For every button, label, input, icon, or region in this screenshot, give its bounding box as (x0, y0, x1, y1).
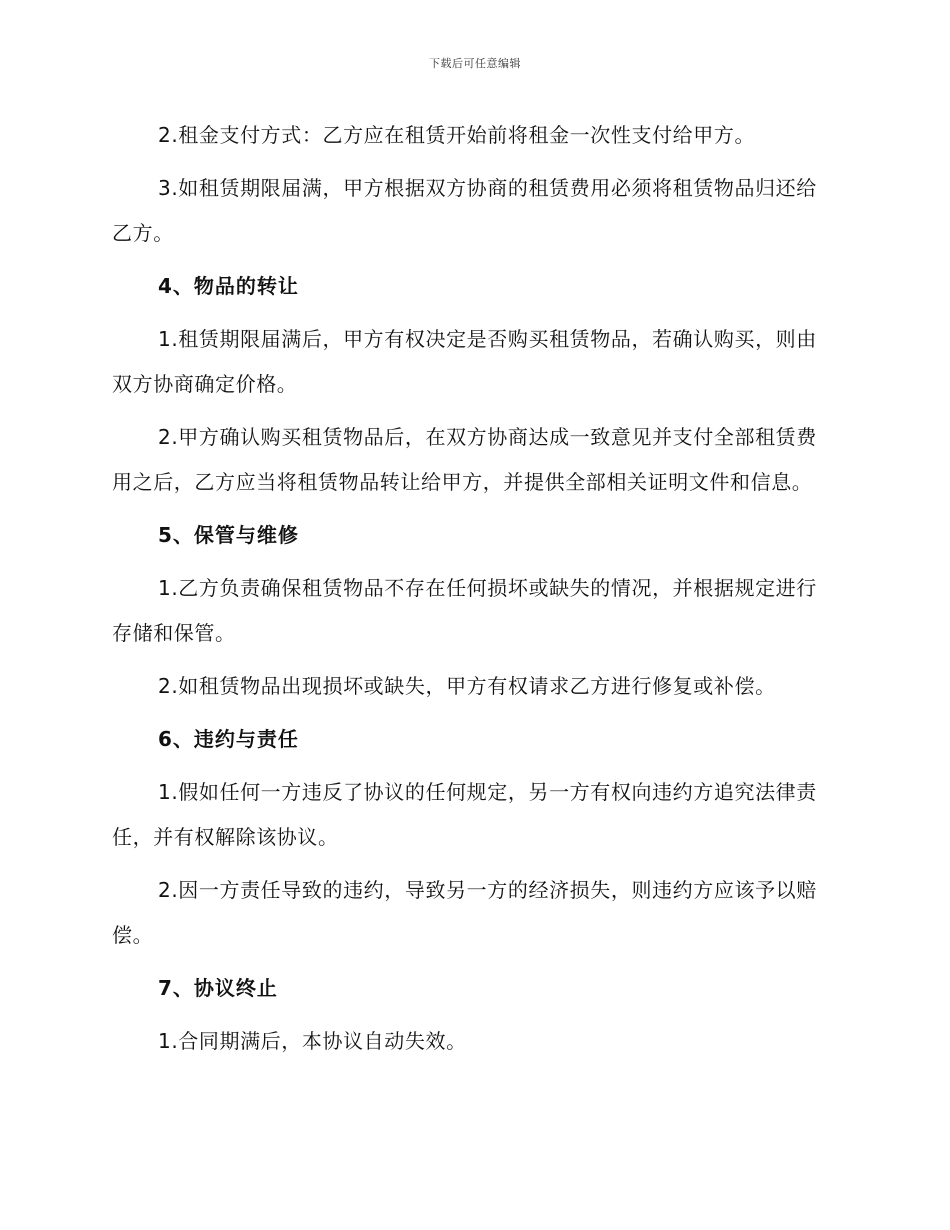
section-heading: 7、协议终止 (158, 976, 278, 1000)
paragraph: 3.如租赁期限届满，甲方根据双方协商的租赁费用必须将租赁物品归还给乙方。 (112, 176, 817, 245)
section-heading: 6、违约与责任 (158, 727, 299, 751)
paragraph: 2.甲方确认购买租赁物品后，在双方协商达成一致意见并支付全部租赁费用之后，乙方应当将租赁物品转让给甲方，并提供全部相关证明文件和信息。 (112, 425, 817, 494)
paragraph: 1.假如任何一方违反了协议的任何规定，另一方有权向违约方追究法律责任，并有权解除该协议。 (112, 780, 817, 849)
section-heading: 5、保管与维修 (158, 523, 299, 547)
section-heading: 4、物品的转让 (158, 274, 299, 298)
paragraph: 1.合同期满后，本协议自动失效。 (158, 1029, 467, 1053)
document-body (112, 113, 832, 1064)
paragraph: 2.因一方责任导致的违约，导致另一方的经济损失，则违约方应该予以赔偿。 (112, 878, 817, 947)
page-header: 下载后可任意编辑 (429, 57, 521, 70)
paragraph: 1.乙方负责确保租赁物品不存在任何损坏或缺失的情况，并根据规定进行存储和保管。 (112, 576, 817, 645)
paragraph: 1.租赁期限届满后，甲方有权决定是否购买租赁物品，若确认购买，则由双方协商确定价格。 (112, 327, 817, 396)
paragraph: 2.如租赁物品出现损坏或缺失，甲方有权请求乙方进行修复或补偿。 (158, 674, 776, 698)
paragraph: 2.租金支付方式：乙方应在租赁开始前将租金一次性支付给甲方。 (158, 123, 756, 147)
